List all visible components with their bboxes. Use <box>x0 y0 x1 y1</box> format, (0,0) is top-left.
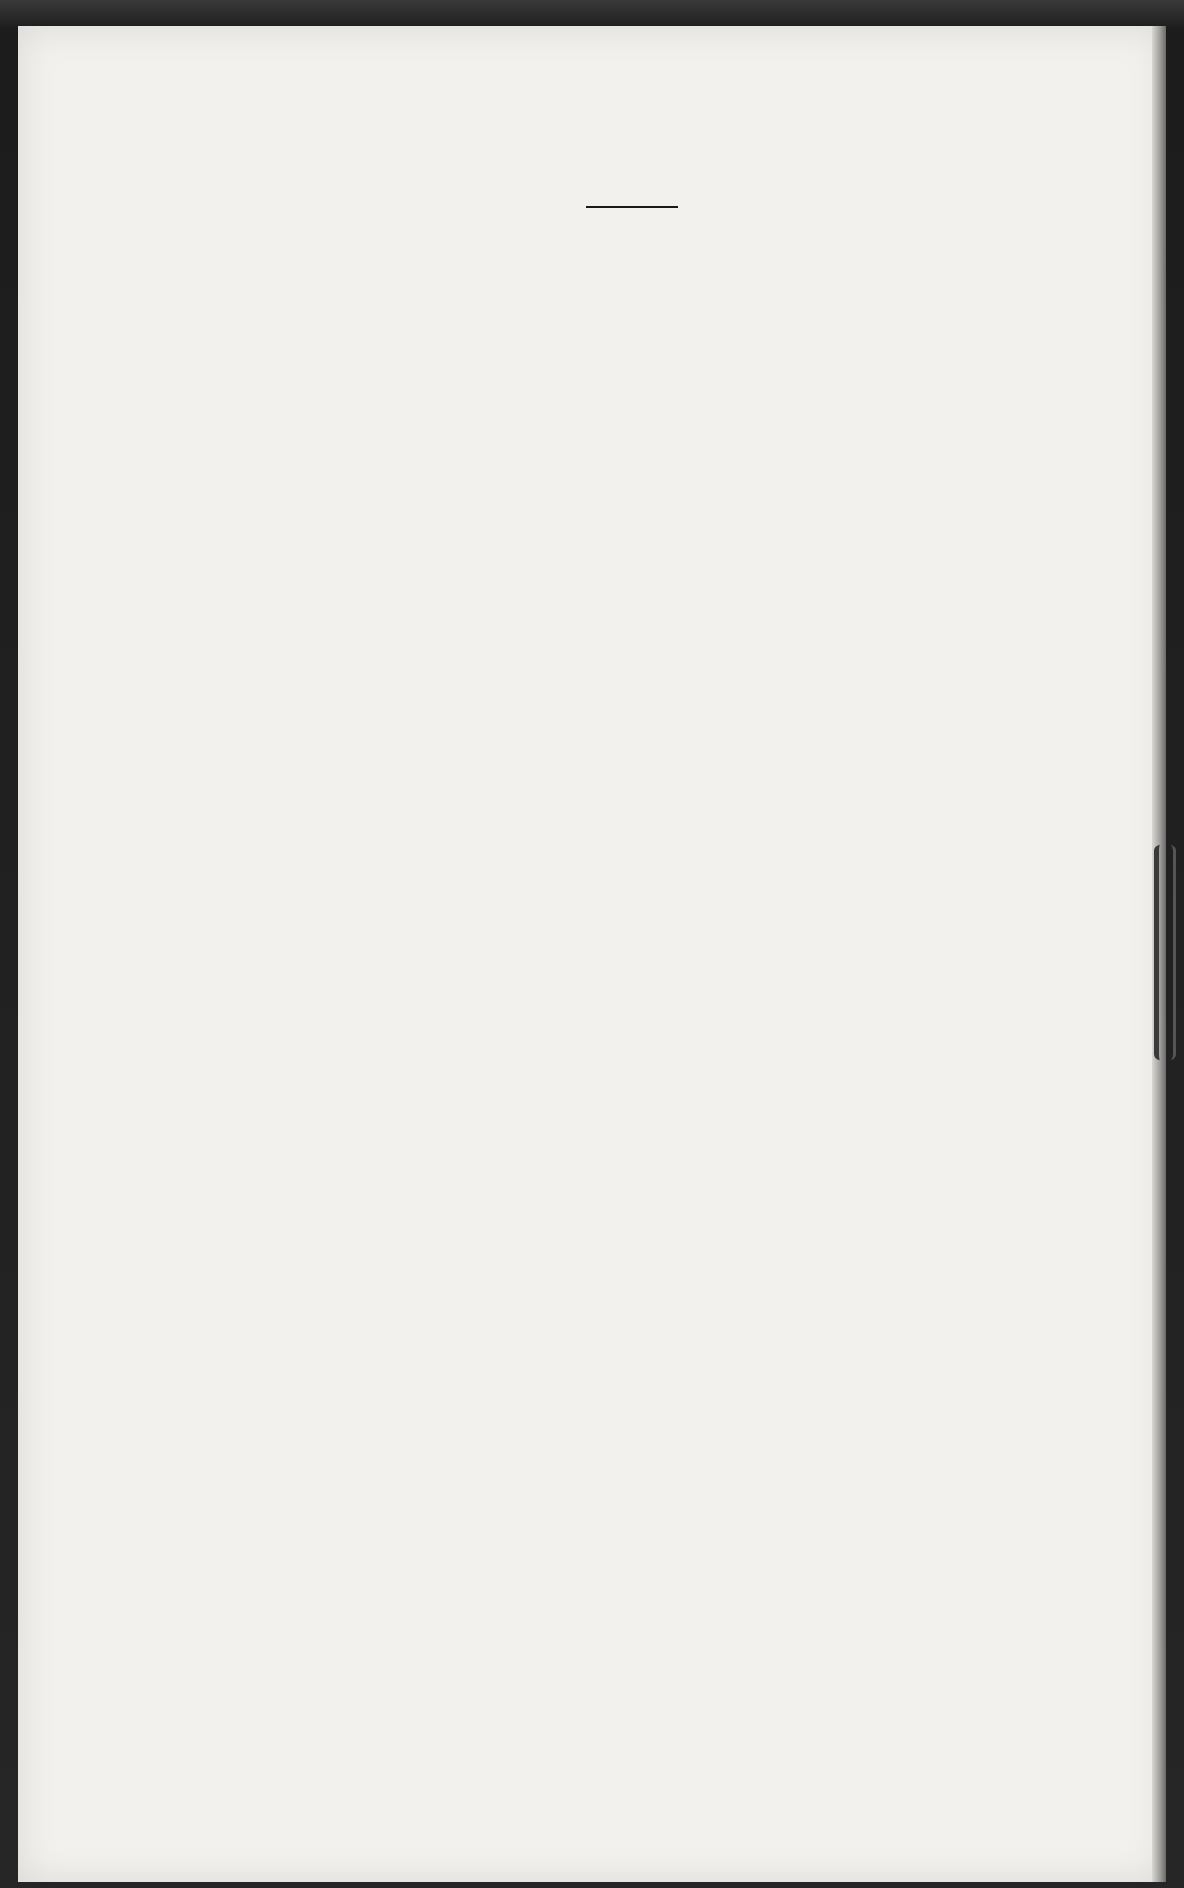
book-page <box>18 26 1166 1882</box>
section-divider <box>586 206 678 208</box>
page-text <box>226 178 1038 244</box>
binding-clip <box>1154 845 1176 1060</box>
